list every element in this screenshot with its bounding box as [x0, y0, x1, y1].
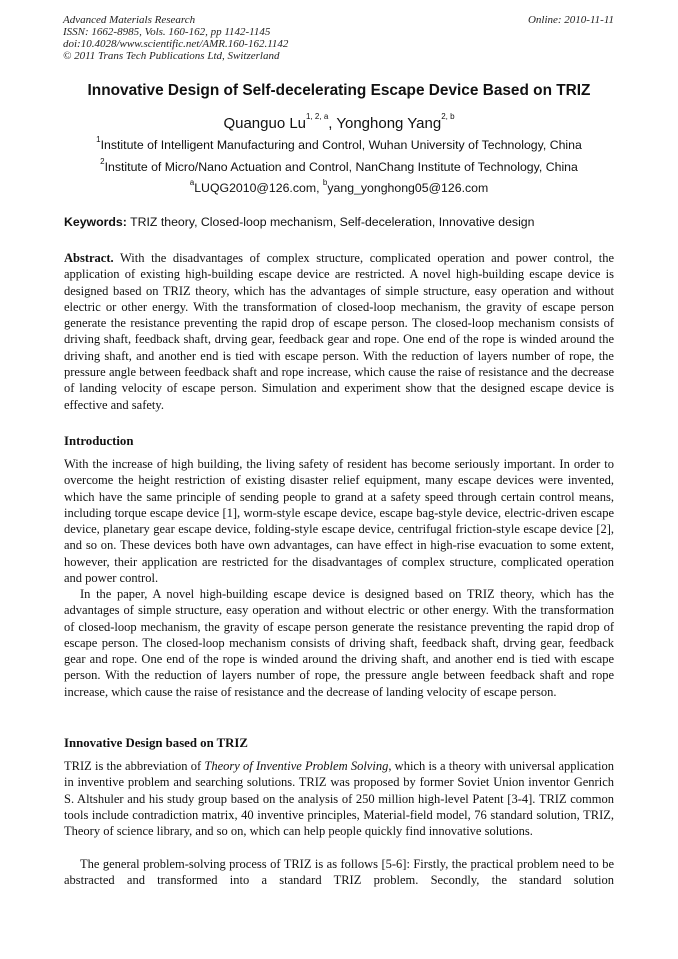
paragraph: In the paper, A novel high-building escape device is designed based on TRIZ theory, which has the advantages of simple structure, easy operation and without electric or other energy. With the transformation of closed-loop mechanism, the gravity of escape person generate the resistance preventing the rapid drop of escape person. The closed-loop mechanism consists of driving shaft, feedback shaft, drving gear, feedback gear and rope. One end of the rope is winded around the driving shaft, and another end is tied with escape person. With the reduction of layers number of rope, the pressure angle between feedback shaft and rope increase, which cause the raise of resistance and the decrease of landing velocity of escape person.	[64, 587, 614, 699]
paper-title: Innovative Design of Self-decelerating Escape Device Based on TRIZ	[87, 82, 591, 99]
aff-text: Institute of Micro/Nano Actuation and Control, NanChang Institute of Technology, China	[104, 160, 578, 174]
affiliation	[0, 157, 678, 174]
author-name: Yonghong Yang	[336, 115, 442, 132]
journal-name: Advanced Materials Research	[63, 14, 196, 26]
email: yang_yonghong05@126.com	[327, 181, 489, 195]
online-date: Online: 2010-11-11	[527, 14, 614, 26]
affiliation	[0, 135, 678, 152]
author-name: Quanguo Lu	[223, 115, 307, 132]
paragraph	[64, 758, 614, 839]
doi: doi:10.4028/www.scientific.net/AMR.160-162.1142	[63, 38, 289, 50]
email: LUQG2010@126.com	[194, 181, 317, 195]
author-sup: 1, 2, a	[306, 112, 329, 121]
abstract	[64, 250, 614, 413]
author-sup: 2, b	[441, 112, 455, 121]
aff-sup: 2	[100, 157, 105, 166]
abstract-label: Abstract.	[64, 251, 114, 265]
keywords-label: Keywords:	[64, 215, 127, 229]
keywords	[64, 215, 534, 229]
authors: Quanguo Lu$^{1, 2, a}$, Yonghong Yang$^{2, b}$	[223, 112, 455, 132]
section-heading: Introduction	[64, 434, 134, 448]
text: TRIZ is the abbreviation of	[64, 759, 205, 773]
section-heading: Innovative Design based on TRIZ	[64, 736, 248, 750]
copyright: © 2011 Trans Tech Publications Ltd, Switzerland	[63, 50, 280, 62]
journal-header	[63, 14, 288, 62]
italic-term: Theory of Inventive Problem Solving	[204, 759, 389, 773]
paragraph: The general problem-solving process of TRIZ is as follows [5-6]: Firstly, the practical problem need to be abstracted and transformed into a standard TRIZ problem. Secondly, the standard solution	[64, 857, 614, 888]
issn: ISSN: 1662-8985, Vols. 160-162, pp 1142-1145	[63, 26, 271, 38]
aff-sup: 1	[96, 135, 101, 144]
email-sup: a	[189, 178, 195, 187]
abstract-text: With the disadvantages of complex structure, complicated operation and power control, the application of existing high-building escape device are restricted. A novel high-building escape device is designed based on TRIZ theory, which has the advantages of simple structure, easy operation and without electric or other energy. With the transformation of closed-loop mechanism, the gravity of escape person generate the resistance preventing the rapid drop of escape person. The closed-loop mechanism consists of driving shaft, feedback shaft, drving gear, feedback gear and rope. One end of the rope is winded around the driving shaft, and another end is tied with escape person. With the reduction of layers number of rope, the pressure angle between feedback shaft and rope increase, which cause the raise of resistance and the decrease of landing velocity of escape person. Simulation and experiment show that the designed escape device is effective and safety.	[64, 251, 614, 412]
email-sup: b	[322, 178, 328, 187]
text: , which is a theory with universal application in inventive problem and searching solutions. TRIZ was proposed by former Soviet Union inventor Genrich S. Altshuler and his study group based on the analysis of 250 million high-level Patent [3-4]. TRIZ common tools include contradiction matrix, 40 inventive principles, Material-field model, 76 standard solution, TRIZ, Theory of science library, and so on, which can help people quickly find innovative solutions.	[64, 759, 614, 839]
paragraph: With the increase of high building, the living safety of resident has become seriously important. In order to overcome the height restriction of existing disaster relief equipment, many escape devices were invented, which have the same principle of sending people to grand at a safety speed through certain control means, including torque escape device [1], worm-style escape device, escape bag-style device, electric-driven escape device, planetary gear escape device, folding-style escape device, centrifugal friction-style escape device [2], and so on. These devices both have own advantages, can have effect in high-rise evacuation to some extent, however, their application are restricted for the disadvantages of complex structure, complicated operation and power control.	[64, 457, 614, 586]
aff-text: Institute of Intelligent Manufacturing and Control, Wuhan University of Technology, China	[100, 138, 582, 152]
emails: $^a$LUQG2010@126.com, $^b$yang_yonghong05@126.com	[189, 178, 489, 195]
keywords-text: TRIZ theory, Closed-loop mechanism, Self-deceleration, Innovative design	[130, 215, 535, 229]
